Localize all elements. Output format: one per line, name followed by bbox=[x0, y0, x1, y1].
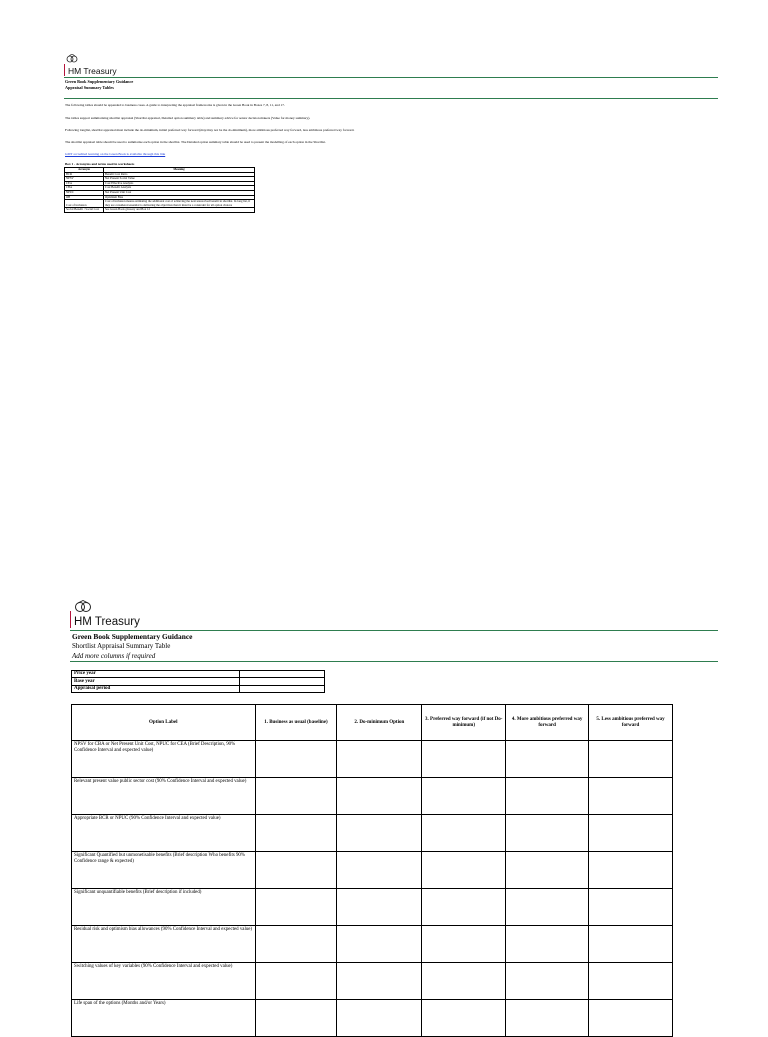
col-business-as-usual: 1. Business as usual (baseline) bbox=[255, 705, 337, 741]
cell[interactable] bbox=[337, 852, 422, 889]
royal-crest-icon bbox=[74, 600, 92, 614]
page2-title: Green Book Supplementary Guidance bbox=[72, 632, 193, 641]
learning-link[interactable]: GMT accredited learning on the Green Book is available through this link bbox=[65, 152, 166, 156]
acronym-cell: OB bbox=[65, 195, 104, 200]
col-option-label: Option Label bbox=[72, 705, 256, 741]
hm-treasury-logo bbox=[64, 54, 117, 76]
col-do-minimum: 2. Do-minimum Option bbox=[337, 705, 422, 741]
table-row bbox=[72, 926, 673, 963]
row-label: Switching values of key variables (90% Confidence Interval and expected value) bbox=[72, 963, 256, 1000]
table-row bbox=[72, 778, 673, 815]
intro-paragraph-1: The following tables should be appended to business cases. A guide to interpreting the appraisal frameworks is given in the Green Book in Boxes 7, 8, 11, and 17. bbox=[65, 103, 285, 107]
cell[interactable] bbox=[337, 1000, 422, 1037]
cell[interactable] bbox=[506, 778, 589, 815]
table-row bbox=[72, 889, 673, 926]
cell[interactable] bbox=[506, 815, 589, 852]
cell[interactable] bbox=[506, 1000, 589, 1037]
cell[interactable] bbox=[337, 741, 422, 778]
acronym-cell: BCR bbox=[65, 172, 104, 177]
page1-title: Green Book Supplementary Guidance bbox=[65, 79, 134, 84]
table-row bbox=[72, 685, 325, 692]
cell[interactable] bbox=[255, 741, 337, 778]
header-rule-top bbox=[70, 630, 718, 631]
table-row bbox=[72, 1000, 673, 1037]
cell[interactable] bbox=[589, 963, 673, 1000]
page2-subtitle: Shortlist Appraisal Summary Table bbox=[72, 642, 171, 650]
cell[interactable] bbox=[506, 963, 589, 1000]
cell[interactable] bbox=[337, 926, 422, 963]
cell[interactable] bbox=[255, 963, 337, 1000]
cell[interactable] bbox=[255, 852, 337, 889]
brand-name: HM Treasury bbox=[68, 66, 117, 76]
cell[interactable] bbox=[506, 852, 589, 889]
cell[interactable] bbox=[589, 741, 673, 778]
intro-paragraph-4: The shortlist appraisal table should be used to summarise each option in the shortlist. The Detailed option summary table should be used to present the modelling of each option in the Shortlist. bbox=[65, 140, 326, 144]
cell[interactable] bbox=[422, 963, 506, 1000]
cell[interactable] bbox=[337, 778, 422, 815]
cell[interactable] bbox=[255, 926, 337, 963]
row-label: Appropriate BCR or NPUC (90% Confidence Interval and expected value) bbox=[72, 815, 256, 852]
table-row bbox=[72, 852, 673, 889]
row-label: Significant unquantifiable benefits (Brief description if included) bbox=[72, 889, 256, 926]
row-label: Life span of the options (Months and/or Years) bbox=[72, 1000, 256, 1037]
col-preferred-way-forward: 3. Preferred way forward (if not Do-minimum) bbox=[422, 705, 506, 741]
cell[interactable] bbox=[422, 852, 506, 889]
table-row bbox=[72, 815, 673, 852]
cell[interactable] bbox=[337, 963, 422, 1000]
hm-treasury-logo bbox=[70, 600, 140, 628]
brand-name: HM Treasury bbox=[74, 616, 140, 628]
acronyms-table bbox=[64, 167, 255, 213]
row-label: Residual risk and optimism bias allowances (90% Confidence Interval and expected value) bbox=[72, 926, 256, 963]
meaning-cell: Cost Effective Analysis bbox=[104, 181, 255, 186]
table-row bbox=[72, 963, 673, 1000]
cell[interactable] bbox=[255, 815, 337, 852]
cell[interactable] bbox=[255, 1000, 337, 1037]
cell[interactable] bbox=[422, 741, 506, 778]
cell[interactable] bbox=[589, 889, 673, 926]
cell[interactable] bbox=[589, 852, 673, 889]
acronyms-box-title: Box 1 - Acronyms and terms used in worksheets bbox=[65, 162, 135, 166]
table-header-row bbox=[72, 705, 673, 741]
acronym-cell: Social Benefit / Social Cost bbox=[65, 208, 104, 213]
header-rule-bottom bbox=[70, 661, 718, 662]
row-label: Relevant present value public sector cost (90% Confidence Interval and expected value) bbox=[72, 778, 256, 815]
acronym-cell: CBA bbox=[65, 186, 104, 191]
shortlist-summary-table bbox=[71, 704, 673, 1037]
meaning-cell: See Green Book glossary and Box 12 bbox=[104, 208, 255, 213]
price-year-field[interactable] bbox=[240, 671, 325, 678]
cell[interactable] bbox=[589, 815, 673, 852]
page1-subtitle: Appraisal Summary Tables bbox=[65, 84, 114, 90]
table-row bbox=[72, 678, 325, 685]
meaning-cell: Benefit Cost Ratio bbox=[104, 172, 255, 177]
cell[interactable] bbox=[255, 889, 337, 926]
intro-paragraph-3: Following longlist, shortlist appraisal must include the do-minimum, initial preferred way forward (may/may not be the do-minimum), more ambitious preferred way forward, less ambitious preferred way forward. bbox=[65, 128, 355, 132]
meaning-cell: Net Present Social Value bbox=[104, 177, 255, 182]
acronym-cell: CEA bbox=[65, 181, 104, 186]
table-row bbox=[72, 741, 673, 778]
meaning-cell: Optimism Bias bbox=[104, 195, 255, 200]
meaning-cell: Cost of inclusion means estimating the additional cost of achieving the next unresolved benefit in shortlist. In long list, if they are considered essential to delivering the objectives then it must be a constraint for all option choices bbox=[104, 200, 255, 208]
cell[interactable] bbox=[589, 778, 673, 815]
intro-paragraph-2: The tables support summarising shortlist appraisal (Shortlist appraisal, Detailed option summary table) and summary advice for senior decision makers (Value for money summary). bbox=[65, 116, 311, 120]
cell[interactable] bbox=[589, 1000, 673, 1037]
meaning-cell: Net Present Unit Cost bbox=[104, 190, 255, 195]
cell[interactable] bbox=[255, 778, 337, 815]
row-label: Significant Quantified but unmonetisable benefits (Brief description Who benefits 90% Confidence range & expected) bbox=[72, 852, 256, 889]
col-more-ambitious: 4. More ambitious preferred way forward bbox=[506, 705, 589, 741]
row-label: NPSV for CBA or Net Present Unit Cost, NPUC for CEA (Brief Description, 90% Confidence Interval and expected value) bbox=[72, 741, 256, 778]
page-2 bbox=[0, 590, 768, 1024]
page1-heading bbox=[65, 79, 133, 90]
table-row bbox=[72, 671, 325, 678]
acronym-cell: Cost of inclusion bbox=[65, 200, 104, 208]
acronym-cell: NPUC bbox=[65, 190, 104, 195]
cell[interactable] bbox=[337, 815, 422, 852]
cell[interactable] bbox=[337, 889, 422, 926]
page2-note: Add more columns if required bbox=[72, 652, 156, 660]
base-year-field[interactable] bbox=[240, 678, 325, 685]
acronym-cell: NPSV bbox=[65, 177, 104, 182]
cell[interactable] bbox=[422, 1000, 506, 1037]
cell[interactable] bbox=[589, 926, 673, 963]
cell[interactable] bbox=[422, 778, 506, 815]
cell[interactable] bbox=[506, 889, 589, 926]
header-rule-top bbox=[64, 77, 718, 78]
meaning-header: Meaning bbox=[104, 168, 255, 173]
appraisal-period-label: Appraisal period bbox=[72, 685, 240, 692]
cell[interactable] bbox=[422, 889, 506, 926]
cell[interactable] bbox=[506, 741, 589, 778]
appraisal-period-field[interactable] bbox=[240, 685, 325, 692]
col-less-ambitious: 5. Less ambitious preferred way forward bbox=[589, 705, 673, 741]
royal-crest-icon bbox=[66, 54, 78, 64]
base-year-label: Base year bbox=[72, 678, 240, 685]
table-row bbox=[65, 208, 255, 213]
meaning-cell: Cost Benefit Analysis bbox=[104, 186, 255, 191]
cell[interactable] bbox=[506, 926, 589, 963]
price-year-label: Price year bbox=[72, 671, 240, 678]
header-rule-bottom bbox=[64, 98, 718, 99]
appraisal-info-table bbox=[71, 670, 325, 693]
cell[interactable] bbox=[422, 926, 506, 963]
acronym-header: Acronym bbox=[65, 168, 104, 173]
cell[interactable] bbox=[422, 815, 506, 852]
